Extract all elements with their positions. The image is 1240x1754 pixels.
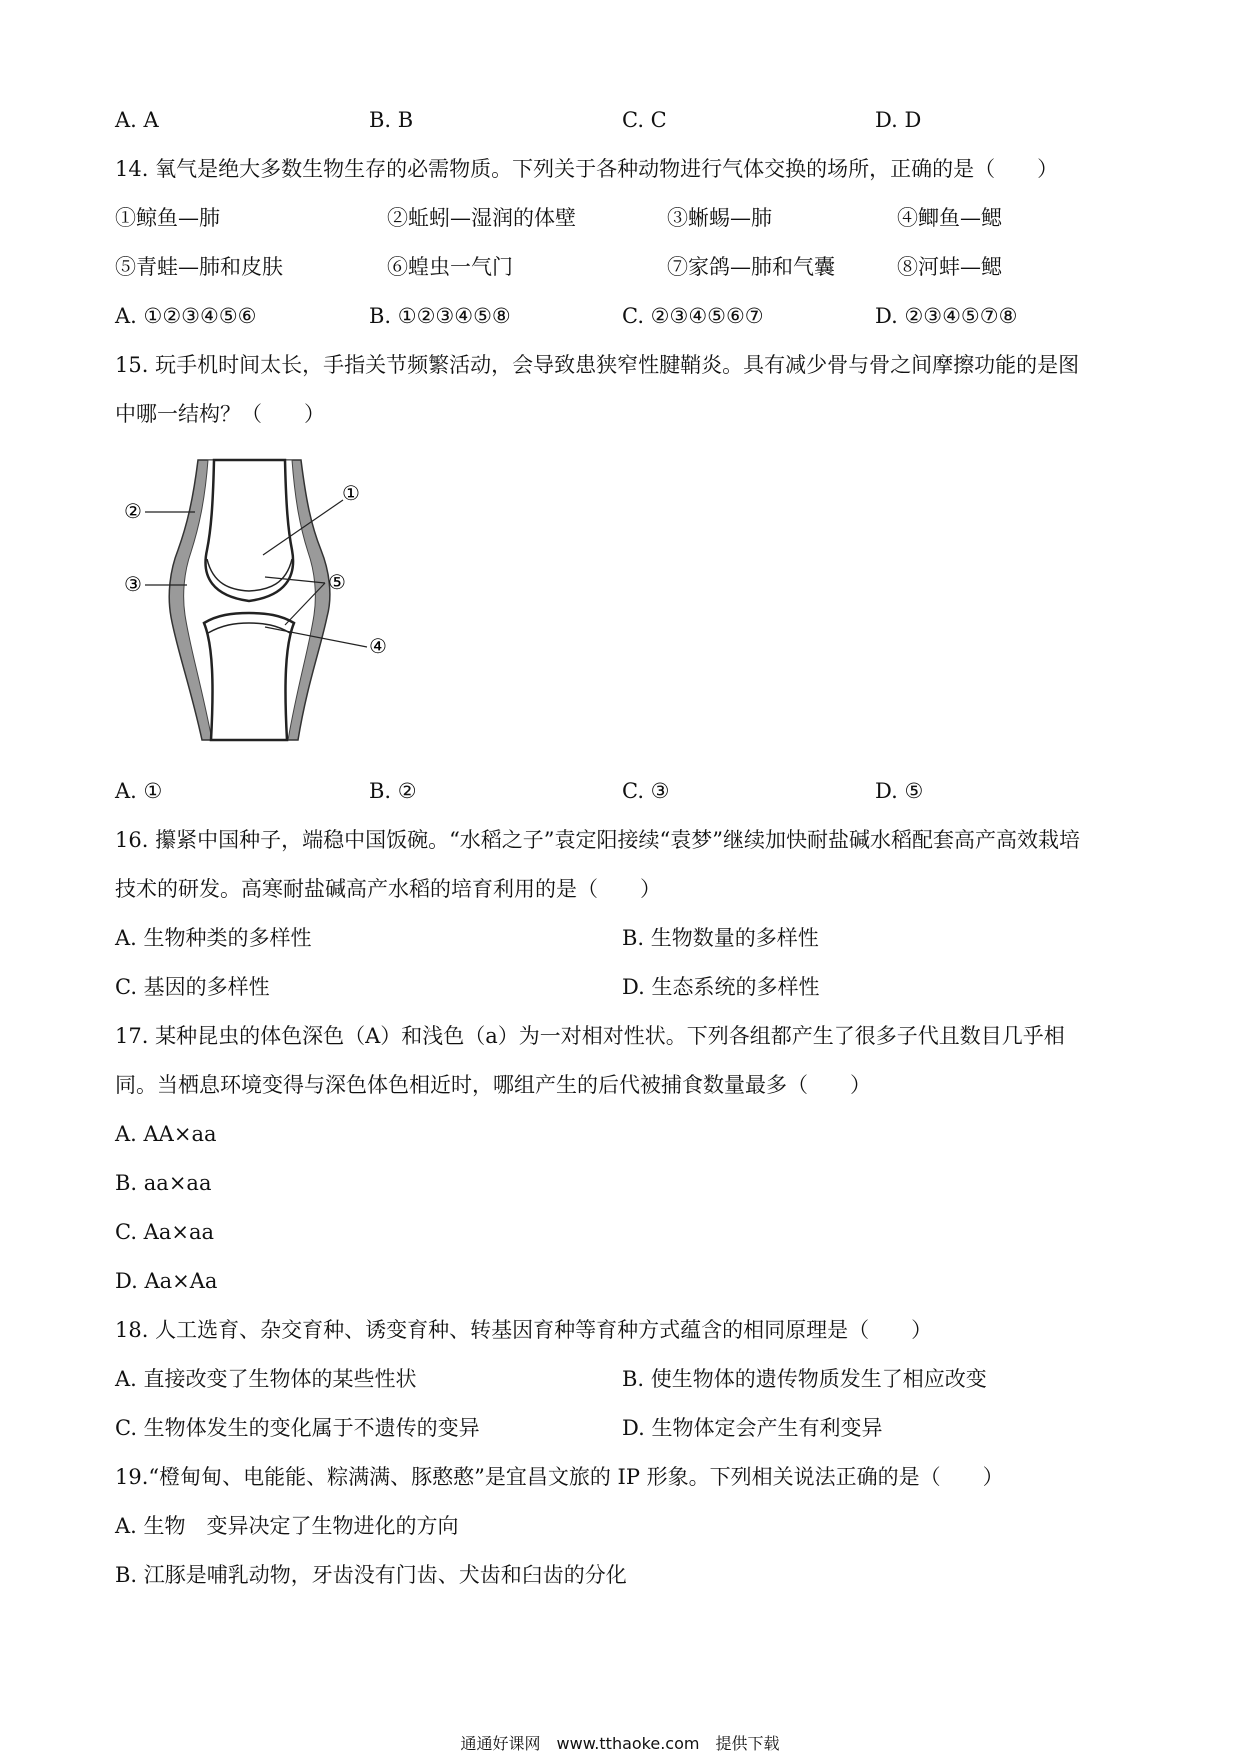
q13-option-b: B. B bbox=[369, 108, 414, 132]
q17-option-b: B. aa×aa bbox=[115, 1171, 212, 1195]
figure-label-5: ⑤ bbox=[328, 570, 346, 594]
q14-item-6: ⑥蝗虫一气门 bbox=[387, 255, 513, 279]
figure-label-4: ④ bbox=[369, 634, 387, 658]
q15-options bbox=[115, 781, 1125, 805]
q19-option-a: A. 生物 变异决定了生物进化的方向 bbox=[115, 1514, 459, 1538]
q14-item-5: ⑤青蛙—肺和皮肤 bbox=[115, 255, 283, 279]
q14-item-7: ⑦家鸽—肺和气囊 bbox=[667, 255, 835, 279]
q17-option-a: A. AA×aa bbox=[115, 1122, 217, 1146]
figure-label-1: ① bbox=[342, 481, 360, 505]
q14-item-1: ①鲸鱼—肺 bbox=[115, 206, 220, 230]
page-footer: 通通好课网 www.tthaoke.com 提供下载 bbox=[460, 1734, 780, 1753]
figure-label-3: ③ bbox=[124, 572, 142, 596]
q15-option-a: A. ① bbox=[115, 779, 163, 803]
q16-option-d: D. 生态系统的多样性 bbox=[622, 975, 820, 999]
q15-option-c: C. ③ bbox=[622, 779, 670, 803]
q15-option-b: B. ② bbox=[369, 779, 417, 803]
q18-stem: 18. 人工选育、杂交育种、诱变育种、转基因育种等育种方式蕴含的相同原理是（ ） bbox=[115, 1318, 933, 1342]
q14-item-2: ②蚯蚓—湿润的体壁 bbox=[387, 206, 576, 230]
q14-options bbox=[115, 306, 1125, 330]
q14-option-d: D. ②③④⑤⑦⑧ bbox=[875, 304, 1018, 328]
q16-option-a: A. 生物种类的多样性 bbox=[115, 926, 312, 950]
q14-item-8: ⑧河蚌—鳃 bbox=[897, 255, 1002, 279]
q18-option-a: A. 直接改变了生物体的某些性状 bbox=[115, 1367, 417, 1391]
q15-stem-line2: 中哪一结构？（ ） bbox=[115, 402, 325, 426]
q17-option-c: C. Aa×aa bbox=[115, 1220, 214, 1244]
q16-option-b: B. 生物数量的多样性 bbox=[622, 926, 819, 950]
q18-options-row2 bbox=[115, 1418, 1125, 1442]
q14-option-a: A. ①②③④⑤⑥ bbox=[115, 304, 257, 328]
q16-options-row1 bbox=[115, 928, 1125, 952]
q18-option-c: C. 生物体发生的变化属于不遗传的变异 bbox=[115, 1416, 480, 1440]
q16-option-c: C. 基因的多样性 bbox=[115, 975, 270, 999]
joint-diagram bbox=[115, 455, 405, 745]
figure-label-2: ② bbox=[124, 499, 142, 523]
q18-option-b: B. 使生物体的遗传物质发生了相应改变 bbox=[622, 1367, 987, 1391]
q16-stem-line2: 技术的研发。高寒耐盐碱高产水稻的培育利用的是（ ） bbox=[115, 877, 661, 901]
q17-stem-line2: 同。当栖息环境变得与深色体色相近时，哪组产生的后代被捕食数量最多（ ） bbox=[115, 1073, 871, 1097]
q14-stem: 14. 氧气是绝大多数生物生存的必需物质。下列关于各种动物进行气体交换的场所，正确的是（ ） bbox=[115, 157, 1059, 181]
q13-option-a: A. A bbox=[115, 108, 159, 132]
q17-stem-line1: 17. 某种昆虫的体色深色（A）和浅色（a）为一对相对性状。下列各组都产生了很多子代且数目几乎相 bbox=[115, 1024, 1065, 1048]
q16-stem-line1: 16. 攥紧中国种子，端稳中国饭碗。“水稻之子”袁定阳接续“袁梦”继续加快耐盐碱水稻配套高产高效栽培 bbox=[115, 828, 1081, 852]
q15-option-d: D. ⑤ bbox=[875, 779, 924, 803]
q19-option-b: B. 江豚是哺乳动物，牙齿没有门齿、犬齿和臼齿的分化 bbox=[115, 1563, 627, 1587]
q16-options-row2 bbox=[115, 977, 1125, 1001]
q17-option-d: D. Aa×Aa bbox=[115, 1269, 218, 1293]
q18-options-row1 bbox=[115, 1369, 1125, 1393]
q18-option-d: D. 生物体定会产生有利变异 bbox=[622, 1416, 883, 1440]
q14-item-3: ③蜥蜴—肺 bbox=[667, 206, 772, 230]
q14-items-row2 bbox=[115, 257, 1125, 281]
q14-option-b: B. ①②③④⑤⑧ bbox=[369, 304, 511, 328]
q13-options bbox=[115, 110, 1125, 134]
q13-option-c: C. C bbox=[622, 108, 667, 132]
q15-stem-line1: 15. 玩手机时间太长，手指关节频繁活动，会导致患狭窄性腱鞘炎。具有减少骨与骨之间摩擦功能的是图 bbox=[115, 353, 1080, 377]
q19-stem: 19.“橙甸甸、电能能、粽满满、豚憨憨”是宜昌文旅的 IP 形象。下列相关说法正确的是（ ） bbox=[115, 1465, 1004, 1489]
q13-option-d: D. D bbox=[875, 108, 922, 132]
q14-option-c: C. ②③④⑤⑥⑦ bbox=[622, 304, 764, 328]
q14-item-4: ④鲫鱼—鳃 bbox=[897, 206, 1002, 230]
q14-items-row1 bbox=[115, 208, 1125, 232]
